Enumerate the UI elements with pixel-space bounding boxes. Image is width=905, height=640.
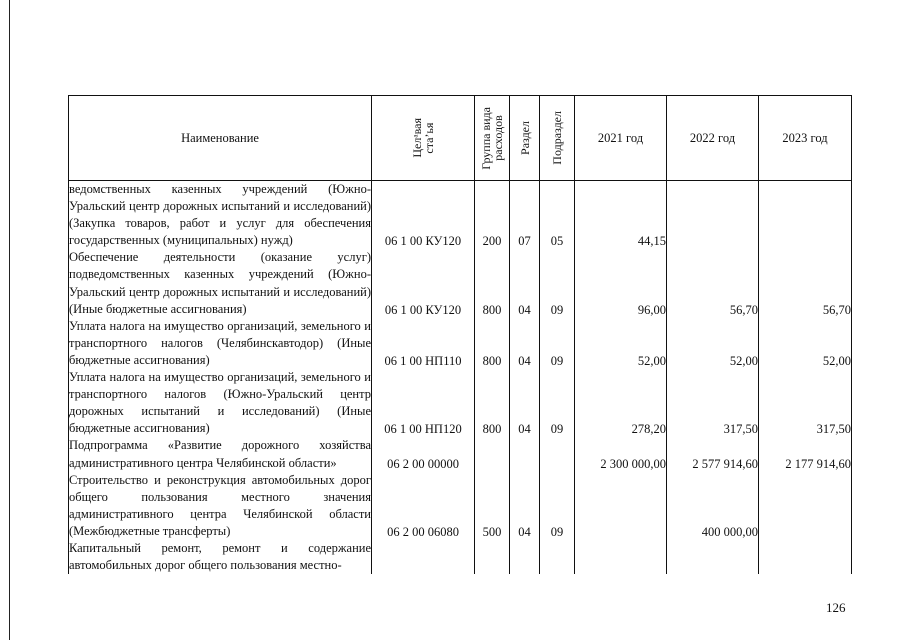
row-2023 [759,540,852,574]
table-row [69,437,852,471]
header-2021: 2021 год [575,96,667,181]
row-2022: 2 577 914,60 [667,437,759,471]
row-2022: 52,00 [667,318,759,369]
table-header-row [69,96,852,181]
row-name: Подпрограмма «Развитие дорожного хозяйства административного центра Челябинской области» [69,437,372,471]
row-2022: 317,50 [667,369,759,437]
row-section: 04 [510,249,540,317]
row-group: 800 [475,369,510,437]
row-section: 04 [510,369,540,437]
row-group: 200 [475,181,510,250]
header-name: Наименование [69,96,372,181]
row-name: Капитальный ремонт, ремонт и содержание автомобильных дорог общего пользования местно- [69,540,372,574]
header-2023: 2023 год [759,96,852,181]
row-name: Строительство и реконструкция автомобильных дорог общего пользования местного значения административного центра Челябинской области (Межбюджетные трансферты) [69,472,372,540]
row-subsection: 05 [540,181,575,250]
row-2023: 317,50 [759,369,852,437]
page-left-edge-line [9,0,10,640]
row-2021: 44,15 [575,181,667,250]
header-target-article: Целᵃвая ста’ья [372,96,475,181]
row-2022 [667,181,759,250]
row-2021: 96,00 [575,249,667,317]
row-subsection: 09 [540,318,575,369]
table-row [69,318,852,369]
row-target: 06 2 00 06080 [372,472,475,540]
row-subsection [540,540,575,574]
row-2021: 2 300 000,00 [575,437,667,471]
row-2022 [667,540,759,574]
header-2022: 2022 год [667,96,759,181]
row-2021: 52,00 [575,318,667,369]
row-2021 [575,540,667,574]
row-name: Уплата налога на имущество организаций, земельного и транспортного налогов (Южно-Уральский центр дорожных испытаний и исследований) (Иные бюджетные ассигнования) [69,369,372,437]
page-number: 126 [826,600,846,615]
header-section: Раздел [510,96,540,181]
row-2023 [759,181,852,250]
row-section: 04 [510,472,540,540]
budget-table [68,95,852,574]
row-target: 06 1 00 НП120 [372,369,475,437]
row-subsection [540,437,575,471]
row-group: 500 [475,472,510,540]
row-group [475,540,510,574]
row-subsection: 09 [540,369,575,437]
row-section [510,437,540,471]
row-2023: 52,00 [759,318,852,369]
row-section: 04 [510,318,540,369]
table-row [69,181,852,250]
header-subsection: Подраздел [540,96,575,181]
row-subsection: 09 [540,249,575,317]
table-row [69,249,852,317]
row-2022: 400 000,00 [667,472,759,540]
row-name: Уплата налога на имущество организаций, земельного и транспортного налогов (Челябинскавтодор) (Иные бюджетные ассигнования) [69,318,372,369]
row-section [510,540,540,574]
row-subsection: 09 [540,472,575,540]
table-row [69,369,852,437]
row-group [475,437,510,471]
row-target: 06 2 00 00000 [372,437,475,471]
table-row [69,472,852,540]
row-2022: 56,70 [667,249,759,317]
header-expense-group: Группа вида расходов [475,96,510,181]
row-2023 [759,472,852,540]
table-row [69,540,852,574]
row-group: 800 [475,318,510,369]
row-name: ведомственных казенных учреждений (Южно-Уральский центр дорожных испытаний и исследований) (Закупка товаров, работ и услуг для обеспечения государственных (муниципальных) нужд) [69,181,372,250]
row-target [372,540,475,574]
row-target: 06 1 00 КУ120 [372,249,475,317]
row-target: 06 1 00 НП110 [372,318,475,369]
row-section: 07 [510,181,540,250]
row-2023: 56,70 [759,249,852,317]
row-2021 [575,472,667,540]
row-2021: 278,20 [575,369,667,437]
row-target: 06 1 00 КУ120 [372,181,475,250]
row-2023: 2 177 914,60 [759,437,852,471]
row-group: 800 [475,249,510,317]
row-name: Обеспечение деятельности (оказание услуг) подведомственных казенных учреждений (Южно-Уральский центр дорожных испытаний и исследований) (Иные бюджетные ассигнования) [69,249,372,317]
